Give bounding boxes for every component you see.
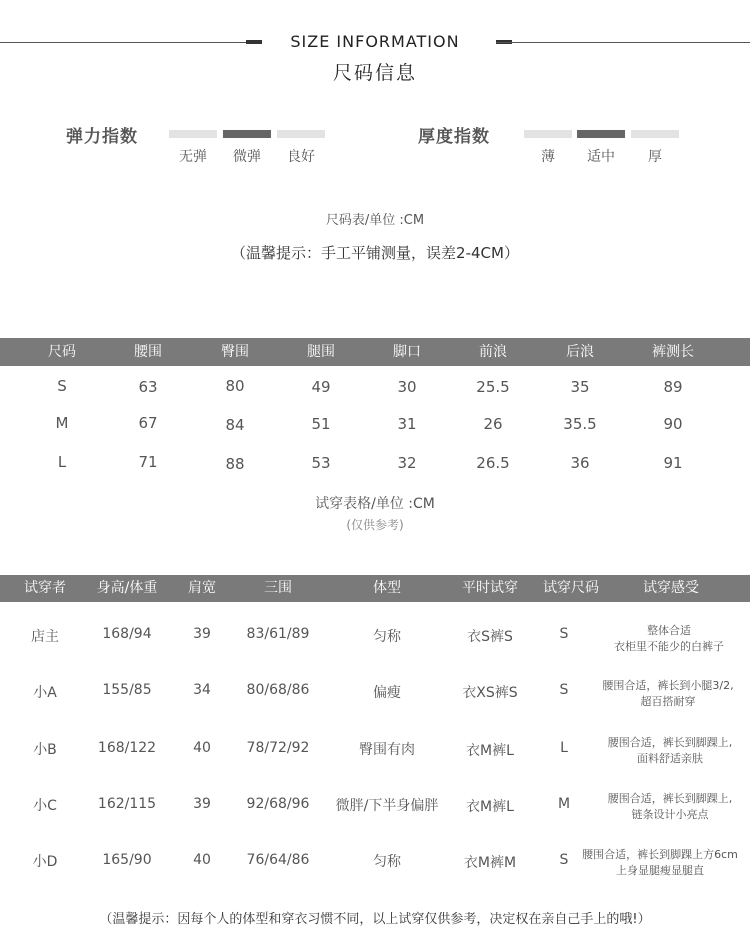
size-cell: 30 xyxy=(397,378,417,396)
fitting-feedback-line1: 整体合适 xyxy=(647,624,691,637)
thickness-seg-medium xyxy=(577,130,625,138)
fitting-col-header: 平时试穿 xyxy=(462,580,518,596)
title-chinese: 尺码信息 xyxy=(332,62,417,84)
elasticity-seg-slight xyxy=(223,130,271,138)
fitting-col-header: 试穿者 xyxy=(24,580,66,596)
size-cell: 36 xyxy=(570,454,590,472)
size-cell: 26 xyxy=(483,415,503,433)
size-cell: 35 xyxy=(570,378,590,396)
fitting-feedback-line2: 超百搭耐穿 xyxy=(640,695,696,708)
fitting-col-header: 体型 xyxy=(373,580,401,596)
size-col-header: 脚口 xyxy=(393,344,421,360)
fitting-tried-size: S xyxy=(559,852,569,868)
size-col-header: 腿围 xyxy=(307,344,335,360)
thickness-label: 厚度指数 xyxy=(418,127,490,147)
fitting-feedback xyxy=(582,735,750,767)
size-cell: 67 xyxy=(138,414,158,432)
fitting-col-header: 肩宽 xyxy=(188,580,216,596)
size-cell: 51 xyxy=(311,415,331,433)
size-cell: 31 xyxy=(397,415,417,433)
fitting-body-type: 匀称 xyxy=(373,629,401,645)
size-cell: 63 xyxy=(138,378,158,396)
fitting-feedback-line2: 面料舒适亲肤 xyxy=(637,752,703,765)
size-cell: 49 xyxy=(311,378,331,396)
fitting-measurements: 80/68/86 xyxy=(246,682,310,698)
size-cell: M xyxy=(55,414,69,432)
fitting-usual-size: 衣M裤M xyxy=(463,855,517,871)
thickness-option-medium: 适中 xyxy=(587,149,615,165)
elasticity-seg-good xyxy=(277,130,325,138)
size-cell: 53 xyxy=(311,454,331,472)
size-cell: 89 xyxy=(663,378,683,396)
fitting-measurements: 92/68/96 xyxy=(246,796,310,812)
size-col-header: 尺码 xyxy=(48,344,76,360)
fitting-col-header: 三围 xyxy=(264,580,292,596)
fitting-feedback-line1: 腰围合适，裤长到小腿3/2, xyxy=(602,679,734,692)
fitting-person: 小D xyxy=(32,854,58,870)
fitting-height-weight: 155/85 xyxy=(102,682,152,698)
thickness-seg-thin xyxy=(524,130,572,138)
fitting-shoulder: 39 xyxy=(193,796,211,812)
size-cell: 25.5 xyxy=(476,378,510,396)
fitting-feedback-line1: 腰围合适，裤长到脚踝上, xyxy=(607,792,733,805)
fitting-feedback-line2: 上身显腿瘦显腿直 xyxy=(616,864,704,877)
fitting-col-header: 试穿感受 xyxy=(643,580,699,596)
fitting-measurements: 78/72/92 xyxy=(246,740,310,756)
elasticity-option-good: 良好 xyxy=(287,149,315,165)
fitting-measurements: 83/61/89 xyxy=(246,626,310,642)
fitting-usual-size: 衣M裤L xyxy=(466,799,514,815)
fitting-tried-size: M xyxy=(557,796,571,812)
size-cell: 32 xyxy=(397,454,417,472)
fitting-height-weight: 168/122 xyxy=(97,740,157,756)
fitting-feedback xyxy=(574,623,750,655)
fitting-body-type: 匀称 xyxy=(373,854,401,870)
title-rule-right xyxy=(496,42,750,43)
fitting-person: 店主 xyxy=(31,629,59,645)
fitting-table-header xyxy=(0,575,750,602)
fitting-subcaption: (仅供参考) xyxy=(346,518,404,532)
fitting-measurements: 76/64/86 xyxy=(246,852,310,868)
fitting-feedback-line2: 链条设计小亮点 xyxy=(631,808,709,821)
fitting-height-weight: 162/115 xyxy=(97,796,157,812)
elasticity-option-none: 无弹 xyxy=(179,149,207,165)
fitting-tried-size: S xyxy=(559,682,569,698)
thickness-seg-thick xyxy=(631,130,679,138)
fitting-shoulder: 40 xyxy=(193,740,211,756)
fitting-shoulder: 34 xyxy=(193,682,211,698)
title-english: SIZE INFORMATION xyxy=(290,32,460,51)
fitting-tried-size: S xyxy=(559,626,569,642)
size-cell: 84 xyxy=(225,416,245,434)
thickness-option-thick: 厚 xyxy=(648,149,662,165)
size-col-header: 裤测长 xyxy=(652,344,694,360)
fitting-shoulder: 40 xyxy=(193,852,211,868)
thickness-option-thin: 薄 xyxy=(541,149,555,165)
fitting-body-type: 臀围有肉 xyxy=(359,742,415,758)
footer-note: （温馨提示：因每个人的体型和穿衣习惯不同，以上试穿仅供参考，决定权在亲自己手上的哦!） xyxy=(99,912,651,927)
fitting-feedback-line1: 腰围合适，裤长到脚踝上方6cm xyxy=(582,848,738,861)
size-cell: L xyxy=(57,453,67,471)
size-col-header: 后浪 xyxy=(566,344,594,360)
elasticity-label: 弹力指数 xyxy=(66,127,138,147)
size-col-header: 臀围 xyxy=(221,344,249,360)
size-cell: S xyxy=(57,377,67,395)
fitting-feedback-line1: 腰围合适，裤长到脚踝上, xyxy=(607,736,733,749)
size-chart-tip: （温馨提示：手工平铺测量，误差2-4CM） xyxy=(231,244,519,262)
size-cell: 71 xyxy=(138,453,158,471)
size-cell: 80 xyxy=(225,377,245,395)
fitting-usual-size: 衣S裤S xyxy=(467,629,513,645)
size-cell: 91 xyxy=(663,454,683,472)
fitting-body-type: 偏瘦 xyxy=(373,685,401,701)
fitting-height-weight: 165/90 xyxy=(102,852,152,868)
elasticity-option-slight: 微弹 xyxy=(233,149,261,165)
fitting-col-header: 身高/体重 xyxy=(96,580,158,596)
fitting-tried-size: L xyxy=(560,740,568,756)
fitting-feedback-line2: 衣柜里不能少的白裤子 xyxy=(614,640,724,653)
fitting-feedback xyxy=(570,847,750,879)
size-cell: 35.5 xyxy=(563,415,597,433)
fitting-body-type: 微胖/下半身偏胖 xyxy=(335,798,439,814)
size-table-header xyxy=(0,338,750,366)
fitting-col-header: 试穿尺码 xyxy=(543,580,599,596)
fitting-shoulder: 39 xyxy=(193,626,211,642)
fitting-feedback xyxy=(578,678,750,710)
size-chart-caption: 尺码表/单位 :CM xyxy=(325,213,425,228)
fitting-person: 小B xyxy=(33,742,57,758)
fitting-feedback xyxy=(582,791,750,823)
size-col-header: 前浪 xyxy=(479,344,507,360)
fitting-usual-size: 衣M裤L xyxy=(466,743,514,759)
fitting-height-weight: 168/94 xyxy=(102,626,152,642)
size-cell: 90 xyxy=(663,415,683,433)
elasticity-seg-none xyxy=(169,130,217,138)
fitting-person: 小C xyxy=(33,798,57,814)
size-cell: 26.5 xyxy=(476,454,510,472)
fitting-usual-size: 衣XS裤S xyxy=(462,685,518,701)
fitting-caption: 试穿表格/单位 :CM xyxy=(315,496,435,512)
size-col-header: 腰围 xyxy=(134,344,162,360)
fitting-person: 小A xyxy=(33,685,57,701)
size-cell: 88 xyxy=(225,455,245,473)
